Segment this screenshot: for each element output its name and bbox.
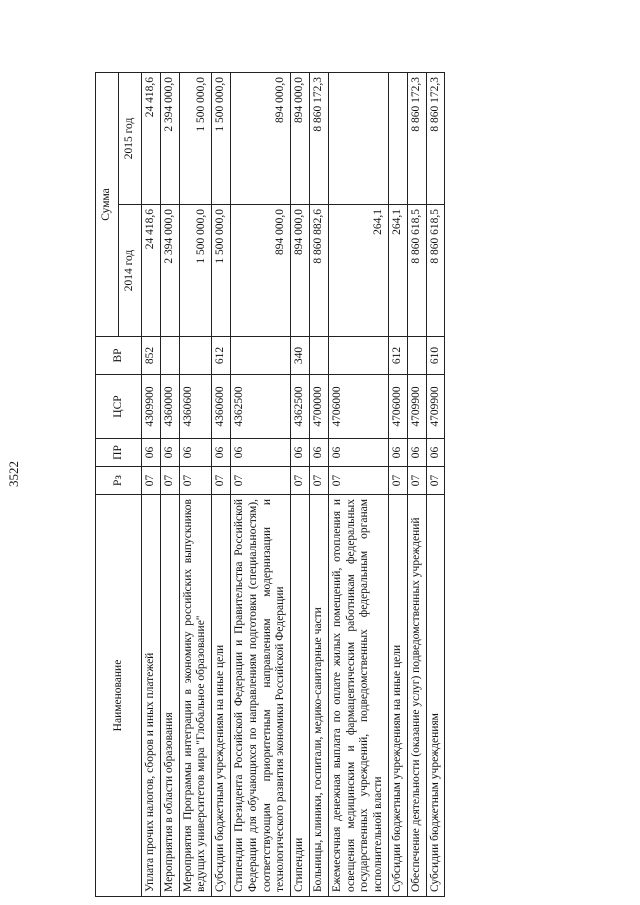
row-name: Мероприятия в области образования <box>160 495 179 897</box>
table-row <box>142 72 161 896</box>
row-rz: 07 <box>160 467 179 495</box>
table-row <box>212 72 231 896</box>
row-pr: 06 <box>291 439 310 467</box>
row-sum-2015 <box>328 72 388 204</box>
row-pr: 06 <box>328 439 388 467</box>
row-name: Ежемесячная денежная выплата по оплате жилых помещений, отопления и освещения медицинским и фармацевтическим работникам федеральных государственных учреждений, подведомственных федеральным органам исполнительной власти <box>328 495 388 897</box>
row-rz: 07 <box>142 467 161 495</box>
table-row <box>179 72 212 896</box>
table-row <box>407 72 426 896</box>
header-rz: Рз <box>96 467 142 495</box>
budget-table <box>95 72 445 897</box>
row-rz: 07 <box>291 467 310 495</box>
row-pr: 06 <box>407 439 426 467</box>
rotated-page <box>95 73 545 897</box>
row-sum-2014: 1 500 000,0 <box>179 205 212 337</box>
table-row <box>388 72 407 896</box>
row-sum-2015 <box>388 72 407 204</box>
header-csr: ЦСР <box>96 375 142 439</box>
header-sum: Сумма <box>96 72 119 336</box>
row-csr: 4360600 <box>212 375 231 439</box>
row-name: Стипендии <box>291 495 310 897</box>
row-vr <box>328 337 388 375</box>
row-name: Субсидии бюджетным учреждениям <box>426 495 445 897</box>
header-2015: 2015 год <box>119 72 142 204</box>
header-name: Наименование <box>96 495 142 897</box>
row-pr: 06 <box>142 439 161 467</box>
row-sum-2014: 894 000,0 <box>291 205 310 337</box>
row-rz: 07 <box>309 467 328 495</box>
row-csr: 4360000 <box>160 375 179 439</box>
row-vr <box>179 337 212 375</box>
row-vr: 852 <box>142 337 161 375</box>
row-vr: 612 <box>388 337 407 375</box>
row-sum-2015: 8 860 172,3 <box>426 72 445 204</box>
header-2014: 2014 год <box>119 205 142 337</box>
table-row <box>328 72 388 896</box>
row-sum-2014: 8 860 618,5 <box>426 205 445 337</box>
page-number: 3522 <box>6 461 21 487</box>
row-csr: 4309900 <box>142 375 161 439</box>
row-pr: 06 <box>160 439 179 467</box>
row-csr: 4360600 <box>179 375 212 439</box>
table-row <box>309 72 328 896</box>
row-pr: 06 <box>388 439 407 467</box>
row-name: Обеспечение деятельности (оказание услуг) подведомственных учреждений <box>407 495 426 897</box>
row-csr: 4706000 <box>388 375 407 439</box>
header-vr: ВР <box>96 337 142 375</box>
row-name: Уплата прочих налогов, сборов и иных платежей <box>142 495 161 897</box>
row-rz: 07 <box>230 467 290 495</box>
row-rz: 07 <box>407 467 426 495</box>
row-sum-2014: 894 000,0 <box>230 205 290 337</box>
row-pr: 06 <box>309 439 328 467</box>
table-row <box>230 72 290 896</box>
row-csr: 4706000 <box>328 375 388 439</box>
row-csr: 4709900 <box>426 375 445 439</box>
row-sum-2014: 1 500 000,0 <box>212 205 231 337</box>
table-row <box>160 72 179 896</box>
row-sum-2015: 894 000,0 <box>230 72 290 204</box>
row-sum-2015: 1 500 000,0 <box>212 72 231 204</box>
row-csr: 4700000 <box>309 375 328 439</box>
row-vr: 612 <box>212 337 231 375</box>
row-vr <box>230 337 290 375</box>
row-sum-2014: 8 860 882,6 <box>309 205 328 337</box>
table-row <box>426 72 445 896</box>
row-sum-2014: 2 394 000,0 <box>160 205 179 337</box>
row-vr <box>309 337 328 375</box>
row-pr: 06 <box>230 439 290 467</box>
row-csr: 4709900 <box>407 375 426 439</box>
row-name: Стипендии Президента Российской Федерации и Правительства Российской Федерации для обучающихся по направлениям подготовки (специальностям), соответствующим приоритетным направлениям модернизации и технологического развития экономики Российской Федерации <box>230 495 290 897</box>
row-pr: 06 <box>212 439 231 467</box>
row-rz: 07 <box>212 467 231 495</box>
table-row <box>291 72 310 896</box>
row-sum-2014: 264,1 <box>388 205 407 337</box>
row-pr: 06 <box>426 439 445 467</box>
row-sum-2015: 24 418,6 <box>142 72 161 204</box>
row-sum-2015: 8 860 172,3 <box>407 72 426 204</box>
header-pr: ПР <box>96 439 142 467</box>
row-sum-2014: 24 418,6 <box>142 205 161 337</box>
row-vr <box>407 337 426 375</box>
row-sum-2014: 264,1 <box>328 205 388 337</box>
row-name: Больницы, клиники, госпитали, медико-санитарные части <box>309 495 328 897</box>
row-name: Субсидии бюджетным учреждениям на иные цели <box>212 495 231 897</box>
row-vr <box>160 337 179 375</box>
row-vr: 340 <box>291 337 310 375</box>
row-sum-2015: 1 500 000,0 <box>179 72 212 204</box>
row-sum-2015: 894 000,0 <box>291 72 310 204</box>
row-pr: 06 <box>179 439 212 467</box>
row-name: Мероприятия Программы интеграции в экономику российских выпускников ведущих университетов мира "Глобальное образование" <box>179 495 212 897</box>
row-rz: 07 <box>388 467 407 495</box>
row-sum-2015: 2 394 000,0 <box>160 72 179 204</box>
row-rz: 07 <box>426 467 445 495</box>
row-sum-2014: 8 860 618,5 <box>407 205 426 337</box>
row-rz: 07 <box>328 467 388 495</box>
row-vr: 610 <box>426 337 445 375</box>
row-csr: 4362500 <box>230 375 290 439</box>
row-sum-2015: 8 860 172,3 <box>309 72 328 204</box>
row-csr: 4362500 <box>291 375 310 439</box>
row-name: Субсидии бюджетным учреждениям на иные цели <box>388 495 407 897</box>
row-rz: 07 <box>179 467 212 495</box>
